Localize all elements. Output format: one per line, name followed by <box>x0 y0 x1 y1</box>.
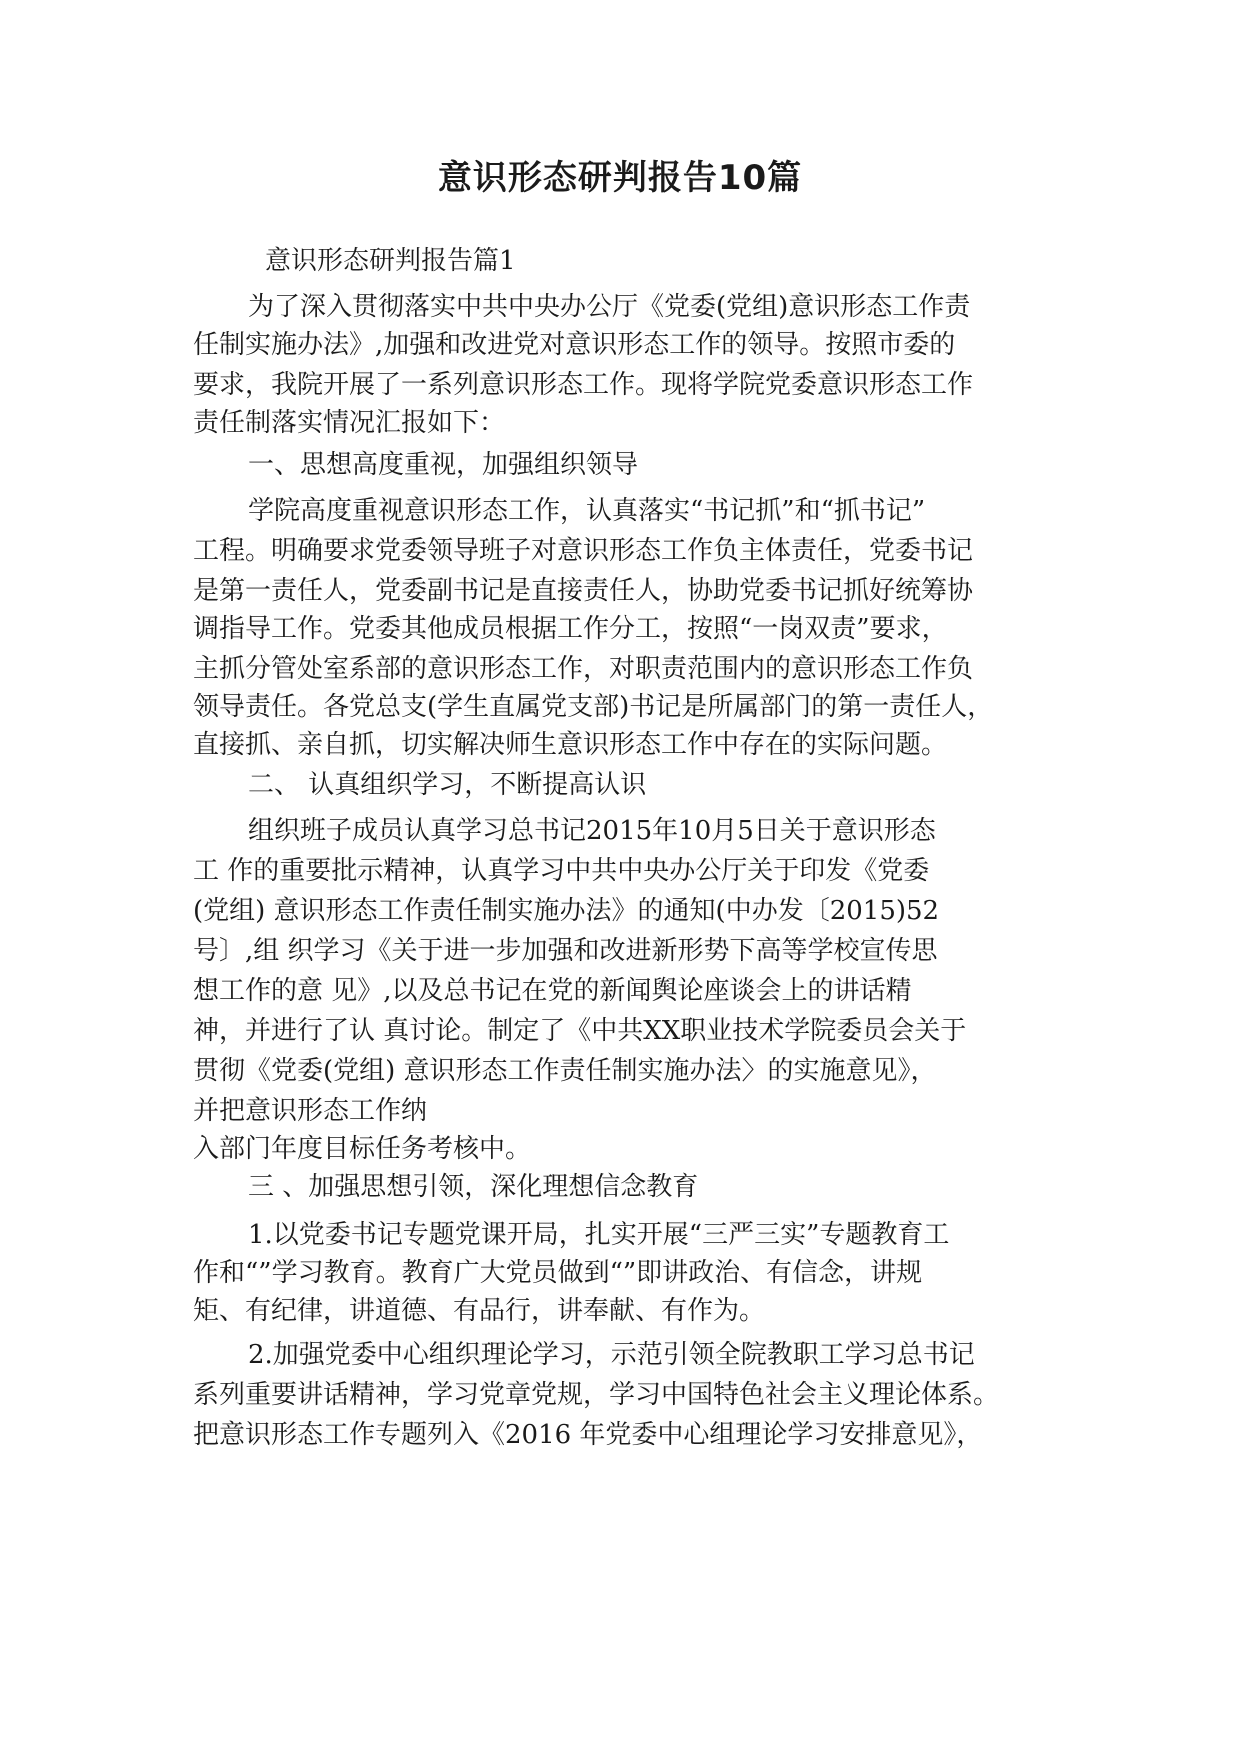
text-line: 把意识形态工作专题列入《2016 年党委中心组理论学习安排意见》， <box>193 1420 983 1450</box>
text-line: 主抓分管处室系部的意识形态工作，对职责范围内的意识形态工作负 <box>193 654 974 684</box>
text-line: 任制实施办法》,加强和改进党对意识形态工作的领导。按照市委的 <box>193 330 956 360</box>
section-heading: 意识形态研判报告篇1 <box>265 246 516 276</box>
text-line: 号〕,组 织学习《关于进一步加强和改进新形势下高等学校宣传思 <box>193 936 938 966</box>
text-line: 为了深入贯彻落实中共中央办公厅《党委(党组)意识形态工作责 <box>248 292 971 322</box>
text-line: 工程。明确要求党委领导班子对意识形态工作负主体责任，党委书记 <box>193 536 974 566</box>
text-line: 工 作的重要批示精神，认真学习中共中央办公厅关于印发《党委 <box>193 856 930 886</box>
text-line: 组织班子成员认真学习总书记2015年10月5日关于意识形态 <box>248 816 936 846</box>
text-line: 并把意识形态工作纳 <box>193 1096 428 1126</box>
text-line: 要求，我院开展了一系列意识形态工作。现将学院党委意识形态工作 <box>193 370 974 400</box>
text-line: 2.加强党委中心组织理论学习，示范引领全院教职工学习总书记 <box>248 1340 975 1370</box>
text-line: 入部门年度目标任务考核中。 <box>193 1134 532 1164</box>
text-line: 责任制落实情况汇报如下： <box>193 408 506 438</box>
text-line: 贯彻《党委(党组) 意识形态工作责任制实施办法〉的实施意见》， <box>193 1056 937 1086</box>
text-line: (党组) 意识形态工作责任制实施办法》的通知(中办发〔2015)52 <box>193 896 940 926</box>
text-line: 系列重要讲话精神，学习党章党规，学习中国特色社会主义理论体系。 <box>193 1380 1000 1410</box>
text-line: 直接抓、亲自抓，切实解决师生意识形态工作中存在的实际问题。 <box>193 730 948 760</box>
text-line: 想工作的意 见》,以及总书记在党的新闻舆论座谈会上的讲话精 <box>193 976 912 1006</box>
text-line: 领导责任。各党总支(学生直属党支部)书记是所属部门的第一责任人， <box>193 692 994 722</box>
text-line: 矩、有纪律，讲道德、有品行，讲奉献、有作为。 <box>193 1296 766 1326</box>
section-heading: 二、 认真组织学习，不断提高认识 <box>248 770 647 800</box>
section-heading: 三 、加强思想引领，深化理想信念教育 <box>248 1172 699 1202</box>
text-line: 神，并进行了认 真讨论。制定了《中共XX职业技术学院委员会关于 <box>193 1016 967 1046</box>
text-line: 调指导工作。党委其他成员根据工作分工，按照“一岗双责”要求， <box>193 614 948 644</box>
text-line: 学院高度重视意识形态工作，认真落实“书记抓”和“抓书记” <box>248 496 926 526</box>
section-heading: 一、思想高度重视，加强组织领导 <box>248 450 639 480</box>
text-line: 1.以党委书记专题党课开局，扎实开展“三严三实”专题教育工 <box>248 1220 950 1250</box>
document-title: 意识形态研判报告10篇 <box>437 158 803 198</box>
text-line: 是第一责任人，党委副书记是直接责任人，协助党委书记抓好统筹协 <box>193 576 974 606</box>
text-line: 作和“”学习教育。教育广大党员做到“”即讲政治、有信念，讲规 <box>193 1258 923 1288</box>
